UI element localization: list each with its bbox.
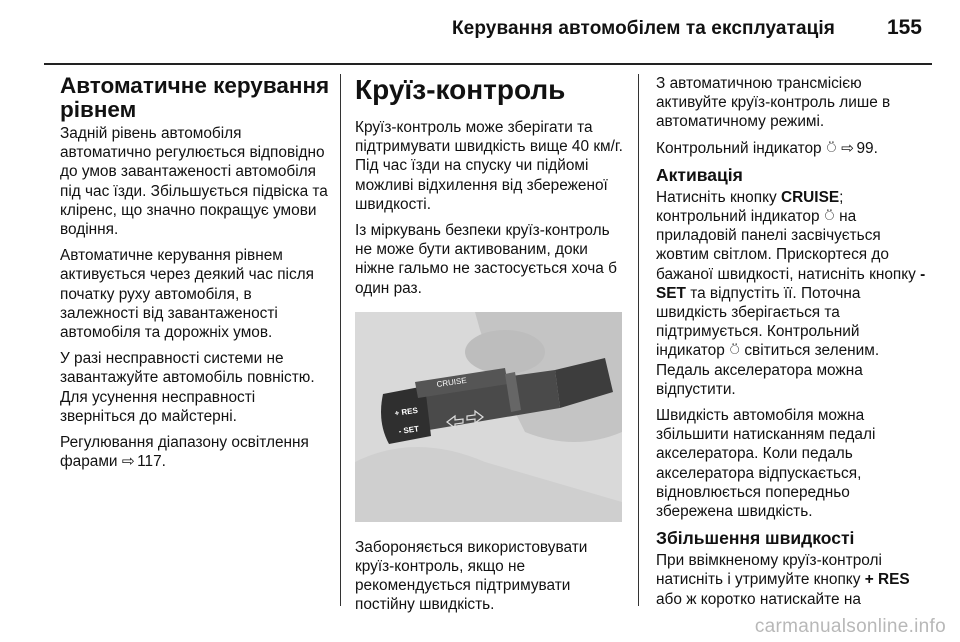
reference-arrow-icon: ⇨ xyxy=(841,139,855,157)
paragraph: У разі несправності системи не завантажуйте автомобіль повністю. Для усунення несправності зверніться до майстерні. xyxy=(60,350,315,425)
cruise-indicator-icon: ⍥ xyxy=(729,342,740,360)
paragraph: Швидкість автомобіля можна збільшити натисканням педалі акселератора. Коли педаль акселератора відпускається, відновлюється попередньо збережена швидкість. xyxy=(656,407,876,521)
watermark: carmanualsonline.info xyxy=(754,616,946,637)
cruise-button-label: CRUISE xyxy=(780,188,840,206)
paragraph-activation: Натисніть кнопку CRUISE; контрольний індикатор ⍥ на приладовій панелі засвічується жовтим світлом. Прискортеся до бажаної швидкості, натисніть кнопку - SET та відпустіть її. Поточна швидкість зберігається та підтримується. Контрольний індикатор ⍥ світиться зеленим. Педаль акселератора можна відпустити. xyxy=(656,188,926,398)
cruise-lever-illustration xyxy=(355,312,622,522)
paragraph: Задній рівень автомобіля автоматично регулюється відповідно до умов завантаженості автомобіля під час їзди. Збільшується підвіска та кліренс, що значно покращує умови водіння. xyxy=(60,125,328,239)
set-label: - SET xyxy=(398,424,420,436)
section-heading-level-control: Автоматичне керування рівнем xyxy=(60,73,330,122)
page-number: 155 xyxy=(886,16,922,39)
page-reference-link[interactable]: 99. xyxy=(856,139,878,157)
page-header xyxy=(0,14,960,54)
cruise-indicator-icon: ⍥ xyxy=(826,139,836,157)
subheading-activation: Активація xyxy=(656,164,743,185)
paragraph: Круїз-контроль може зберігати та підтримувати швидкість вище 40 км/г. Під час їзди на спуску чи підйомі можливі відхилення від збереженої швидкості. xyxy=(355,119,623,213)
paragraph-headlight-ref: Регулювання діапазону освітлення фарами ⇨ 117. xyxy=(60,434,309,471)
paragraph: З автоматичною трансмісією активуйте круїз-контроль лише в автоматичному режимі. xyxy=(656,75,891,131)
section-heading-cruise-control: Круїз-контроль xyxy=(355,74,566,105)
column-3 xyxy=(656,74,928,616)
subheading-increase-speed: Збільшення швидкості xyxy=(656,528,855,549)
reference-arrow-icon: ⇨ xyxy=(121,453,135,471)
column-1 xyxy=(60,74,332,478)
cruise-indicator-icon: ⍥ xyxy=(824,208,834,226)
column-divider-1 xyxy=(340,74,341,606)
paragraph: Автоматичне керування рівнем активується через деякий час після початку руху автомобіля, в залежності від завантаженості автомобіля та дорожніх умов. xyxy=(60,247,314,342)
paragraph: Із міркувань безпеки круїз-контроль не може бути активованим, доки ніжне гальмо не застосується хоча б один раз. xyxy=(355,222,617,297)
res-button-label: + RES xyxy=(864,571,910,589)
cruise-lever-drawing xyxy=(355,312,622,522)
column-2 xyxy=(355,74,627,622)
column-divider-2 xyxy=(638,74,639,606)
cruise-label: CRUISE xyxy=(436,375,468,389)
paragraph: Забороняється використовувати круїз-контроль, якщо не рекомендується підтримувати постійну швидкість. xyxy=(355,538,588,614)
set-button-label: - SET xyxy=(656,265,926,302)
res-label: + RES xyxy=(394,405,419,418)
header-rule xyxy=(44,63,932,65)
paragraph-increase: При ввімкненому круїз-контролі натисніть і утримуйте кнопку + RES або ж коротко натискайте на xyxy=(656,552,910,608)
page-reference-link[interactable]: 117. xyxy=(137,453,166,471)
paragraph-indicator-ref: Контрольний індикатор ⍥ ⇨ 99. xyxy=(656,139,878,157)
chapter-title: Керування автомобілем та експлуатація xyxy=(451,18,835,39)
